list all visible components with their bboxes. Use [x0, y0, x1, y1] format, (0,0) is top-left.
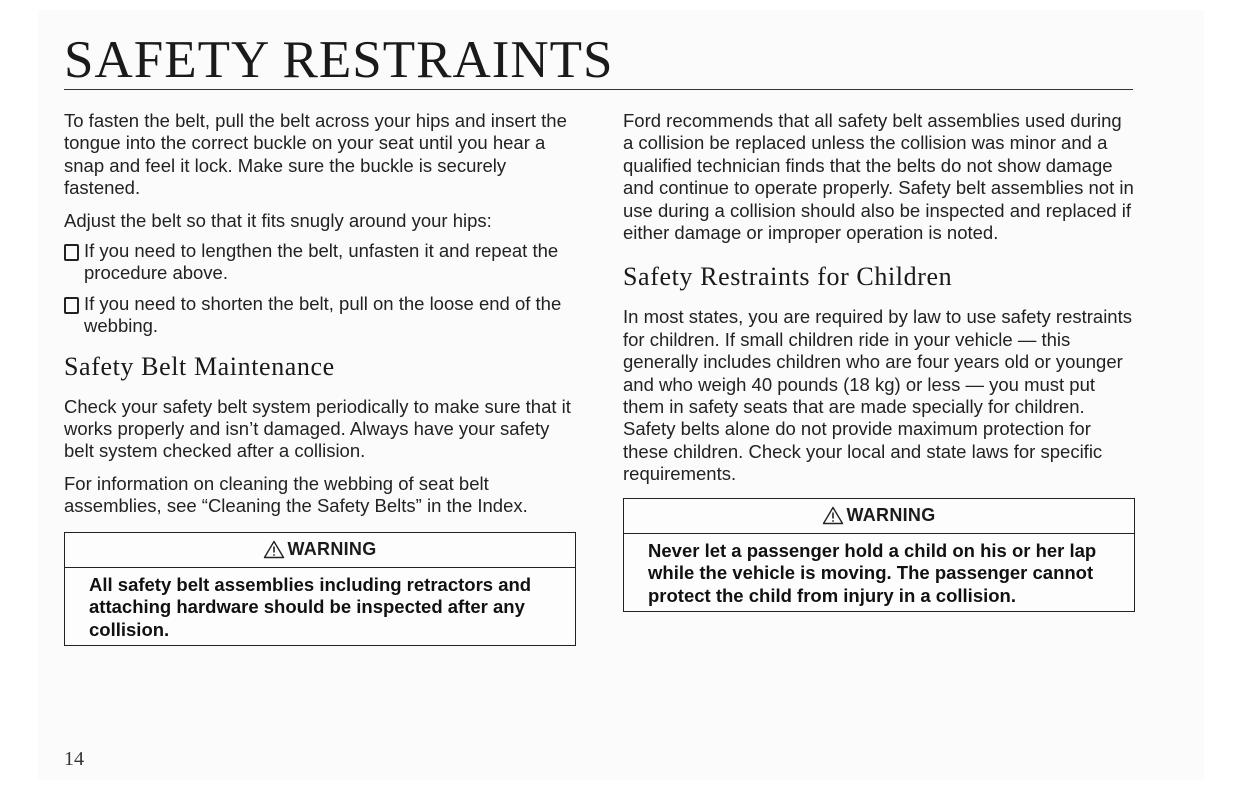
maintenance-check-text: Check your safety belt system periodically to make sure that it works properly and isn’t damaged. Always have your safety belt system checked after a collision.: [64, 395, 571, 462]
checkbox-icon: [64, 297, 79, 314]
title-divider: [64, 89, 1133, 90]
warning-header: [624, 499, 1134, 534]
children-heading: Safety Restraints for Children: [623, 262, 953, 292]
page-number: 14: [64, 748, 84, 770]
checkbox-icon: [64, 244, 79, 261]
warning-label: WARNING: [287, 539, 377, 560]
warning-label: WARNING: [846, 505, 936, 526]
warning-box-child-lap: [623, 498, 1135, 612]
warning-text: All safety belt assemblies including retractors and attaching hardware should be inspected after any collision.: [89, 573, 532, 640]
warning-text: Never let a passenger hold a child on his or her lap while the vehicle is moving. The passenger cannot protect the child from injury in a collision.: [648, 539, 1097, 606]
warning-header: [65, 533, 575, 568]
checklist-item-lengthen: [64, 240, 576, 285]
warning-triangle-icon: [822, 506, 844, 525]
right-column: [623, 110, 1135, 612]
maintenance-cleaning-text: For information on cleaning the webbing of seat belt assemblies, see “Cleaning the Safety Belts” in the Index.: [64, 472, 528, 517]
checklist-item-shorten: [64, 293, 576, 338]
adjust-instructions: Adjust the belt so that it fits snugly around your hips:: [64, 209, 492, 231]
fasten-instructions: To fasten the belt, pull the belt across your hips and insert the tongue into the correct buckle on your seat until you hear a snap and feel it lock. Make sure the buckle is securely fastened.: [64, 110, 567, 199]
ford-recommendation-text: Ford recommends that all safety belt assemblies used during a collision be replaced unless the collision was minor and a qualified technician finds that the belts do not show damage and continue to operate properly. Safety belt assemblies not in use during a collision should also be inspected and replaced if either damage or improper operation is noted.: [623, 110, 1134, 244]
warning-triangle-icon: [263, 540, 285, 559]
checklist-item-text: If you need to shorten the belt, pull on the loose end of the webbing.: [84, 292, 562, 337]
maintenance-heading: Safety Belt Maintenance: [64, 351, 335, 381]
checklist-item-text: If you need to lengthen the belt, unfasten it and repeat the procedure above.: [84, 240, 559, 284]
warning-box-inspection: [64, 532, 576, 646]
children-restraints-text: In most states, you are required by law to use safety restraints for children. If small children ride in your vehicle — this generally includes children who are four years old or younger and who weigh 40 pounds (18 kg) or less — you must put them in safety seats that are made specially for children. Safety belts alone do not provide maximum protection for these children. Check your local and state laws for specific requirements.: [623, 306, 1132, 485]
left-column: [64, 110, 576, 646]
page-title: SAFETY RESTRAINTS: [64, 31, 614, 89]
